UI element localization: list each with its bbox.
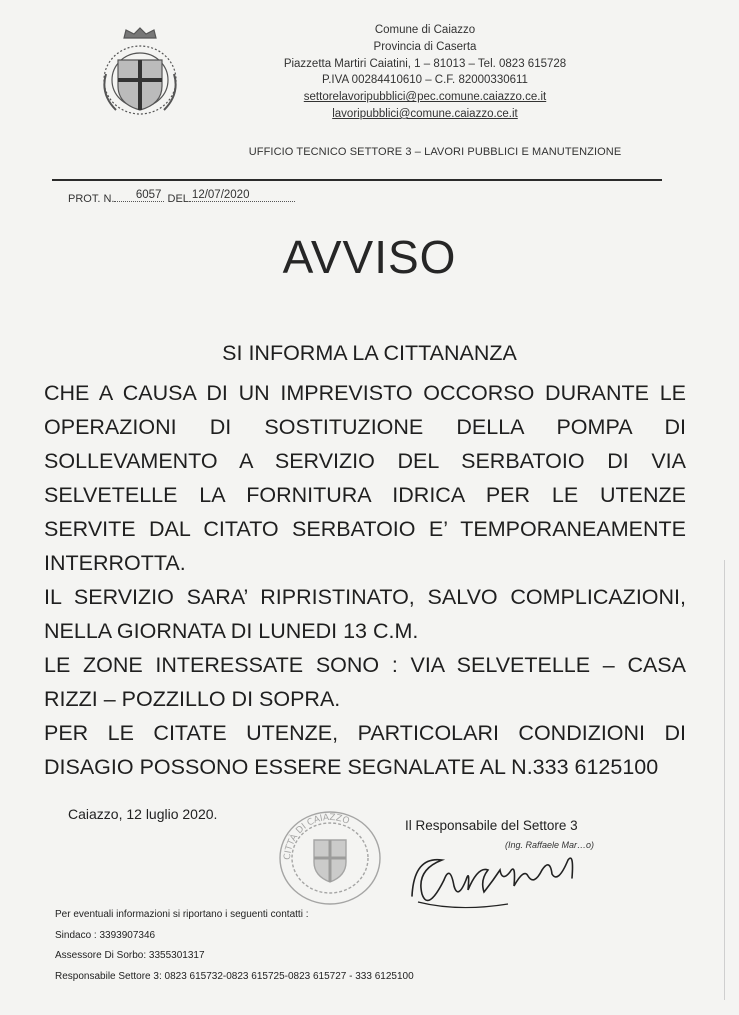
contact-line: Assessore Di Sorbo: 3355301317	[55, 950, 205, 961]
official-stamp-icon	[270, 800, 390, 910]
office-name: UFFICIO TECNICO SETTORE 3 – LAVORI PUBBLICI E MANUTENZIONE	[248, 146, 622, 158]
contact-line: Responsabile Settore 3: 0823 615732-0823 615725-0823 615727 - 333 6125100	[55, 970, 414, 982]
text-line: INTERROTTA.	[44, 551, 186, 575]
protocol-line	[68, 189, 295, 206]
header-line: Piazzetta Martiri Caiatini, 1 – 81013 – Tel. 0823 615728	[283, 57, 567, 70]
header-divider	[52, 179, 662, 181]
text-line: NELLA GIORNATA DI LUNEDI 13 C.M.	[44, 619, 419, 643]
text-line: IL SERVIZIO SARA’ RIPRISTINATO, SALVO COMPLICAZIONI,	[44, 585, 686, 609]
contact-line: Sindaco : 3393907346	[55, 929, 156, 941]
header-line: Provincia di Caserta	[373, 40, 477, 53]
text-line: RIZZI – POZZILLO DI SOPRA.	[44, 687, 341, 711]
text-line: SOLLEVAMENTO A SERVIZIO DEL SERBATOIO DI VIA	[44, 449, 686, 473]
notice-paragraph-4	[44, 716, 686, 784]
municipality-header	[230, 22, 620, 123]
scan-edge-line	[724, 560, 725, 1000]
text-line: PER LE CITATE UTENZE, PARTICOLARI CONDIZIONI DI	[44, 721, 686, 745]
notice-paragraph-3	[44, 648, 686, 716]
header-line: P.IVA 00284410610 – C.F. 82000330611	[322, 74, 528, 87]
text-line: CHE A CAUSA DI UN IMPREVISTO OCCORSO DURANTE LE	[44, 381, 686, 405]
text-line: SERVITE DAL CITATO SERBATOIO E’ TEMPORANEAMENTE	[44, 517, 686, 541]
stamp-text: CITTÀ DI CAIAZZO	[282, 812, 351, 861]
email-link[interactable]: lavoripubblici@comune.caiazzo.ce.it	[332, 107, 518, 120]
handwritten-signature-icon	[398, 836, 638, 916]
notice-title: AVVISO	[282, 231, 457, 283]
contacts-block	[55, 905, 414, 987]
protocol-prefix: PROT. N.	[68, 193, 115, 205]
notice-intro: SI INFORMA LA CITTANANZA	[222, 341, 517, 365]
protocol-del-label: DEL	[167, 193, 189, 205]
text-line: LE ZONE INTERESSATE SONO : VIA SELVETELLE – CASA	[44, 653, 686, 677]
place-and-date: Caiazzo, 12 luglio 2020.	[68, 806, 218, 822]
pec-email-link[interactable]: settorelavoripubblici@pec.comune.caiazzo.ce.it	[303, 91, 547, 104]
notice-paragraph-1	[44, 376, 686, 580]
protocol-number: 6057	[114, 189, 164, 202]
protocol-date: 12/07/2020	[189, 189, 295, 202]
signature-role: Il Responsabile del Settore 3	[405, 818, 578, 833]
signature-name: (Ing. Raffaele Mar…o)	[505, 840, 595, 850]
text-line: SELVETELLE LA FORNITURA IDRICA PER LE UTENZE	[44, 483, 686, 507]
coat-of-arms-icon	[96, 24, 184, 120]
notice-paragraph-2	[44, 580, 686, 648]
text-line: OPERAZIONI DI SOSTITUZIONE DELLA POMPA DI	[44, 415, 686, 439]
header-line: Comune di Caiazzo	[374, 24, 476, 36]
text-line: DISAGIO POSSONO ESSERE SEGNALATE AL N.333 6125100	[44, 755, 659, 779]
contacts-intro: Per eventuali informazioni si riportano i seguenti contatti :	[55, 909, 309, 920]
